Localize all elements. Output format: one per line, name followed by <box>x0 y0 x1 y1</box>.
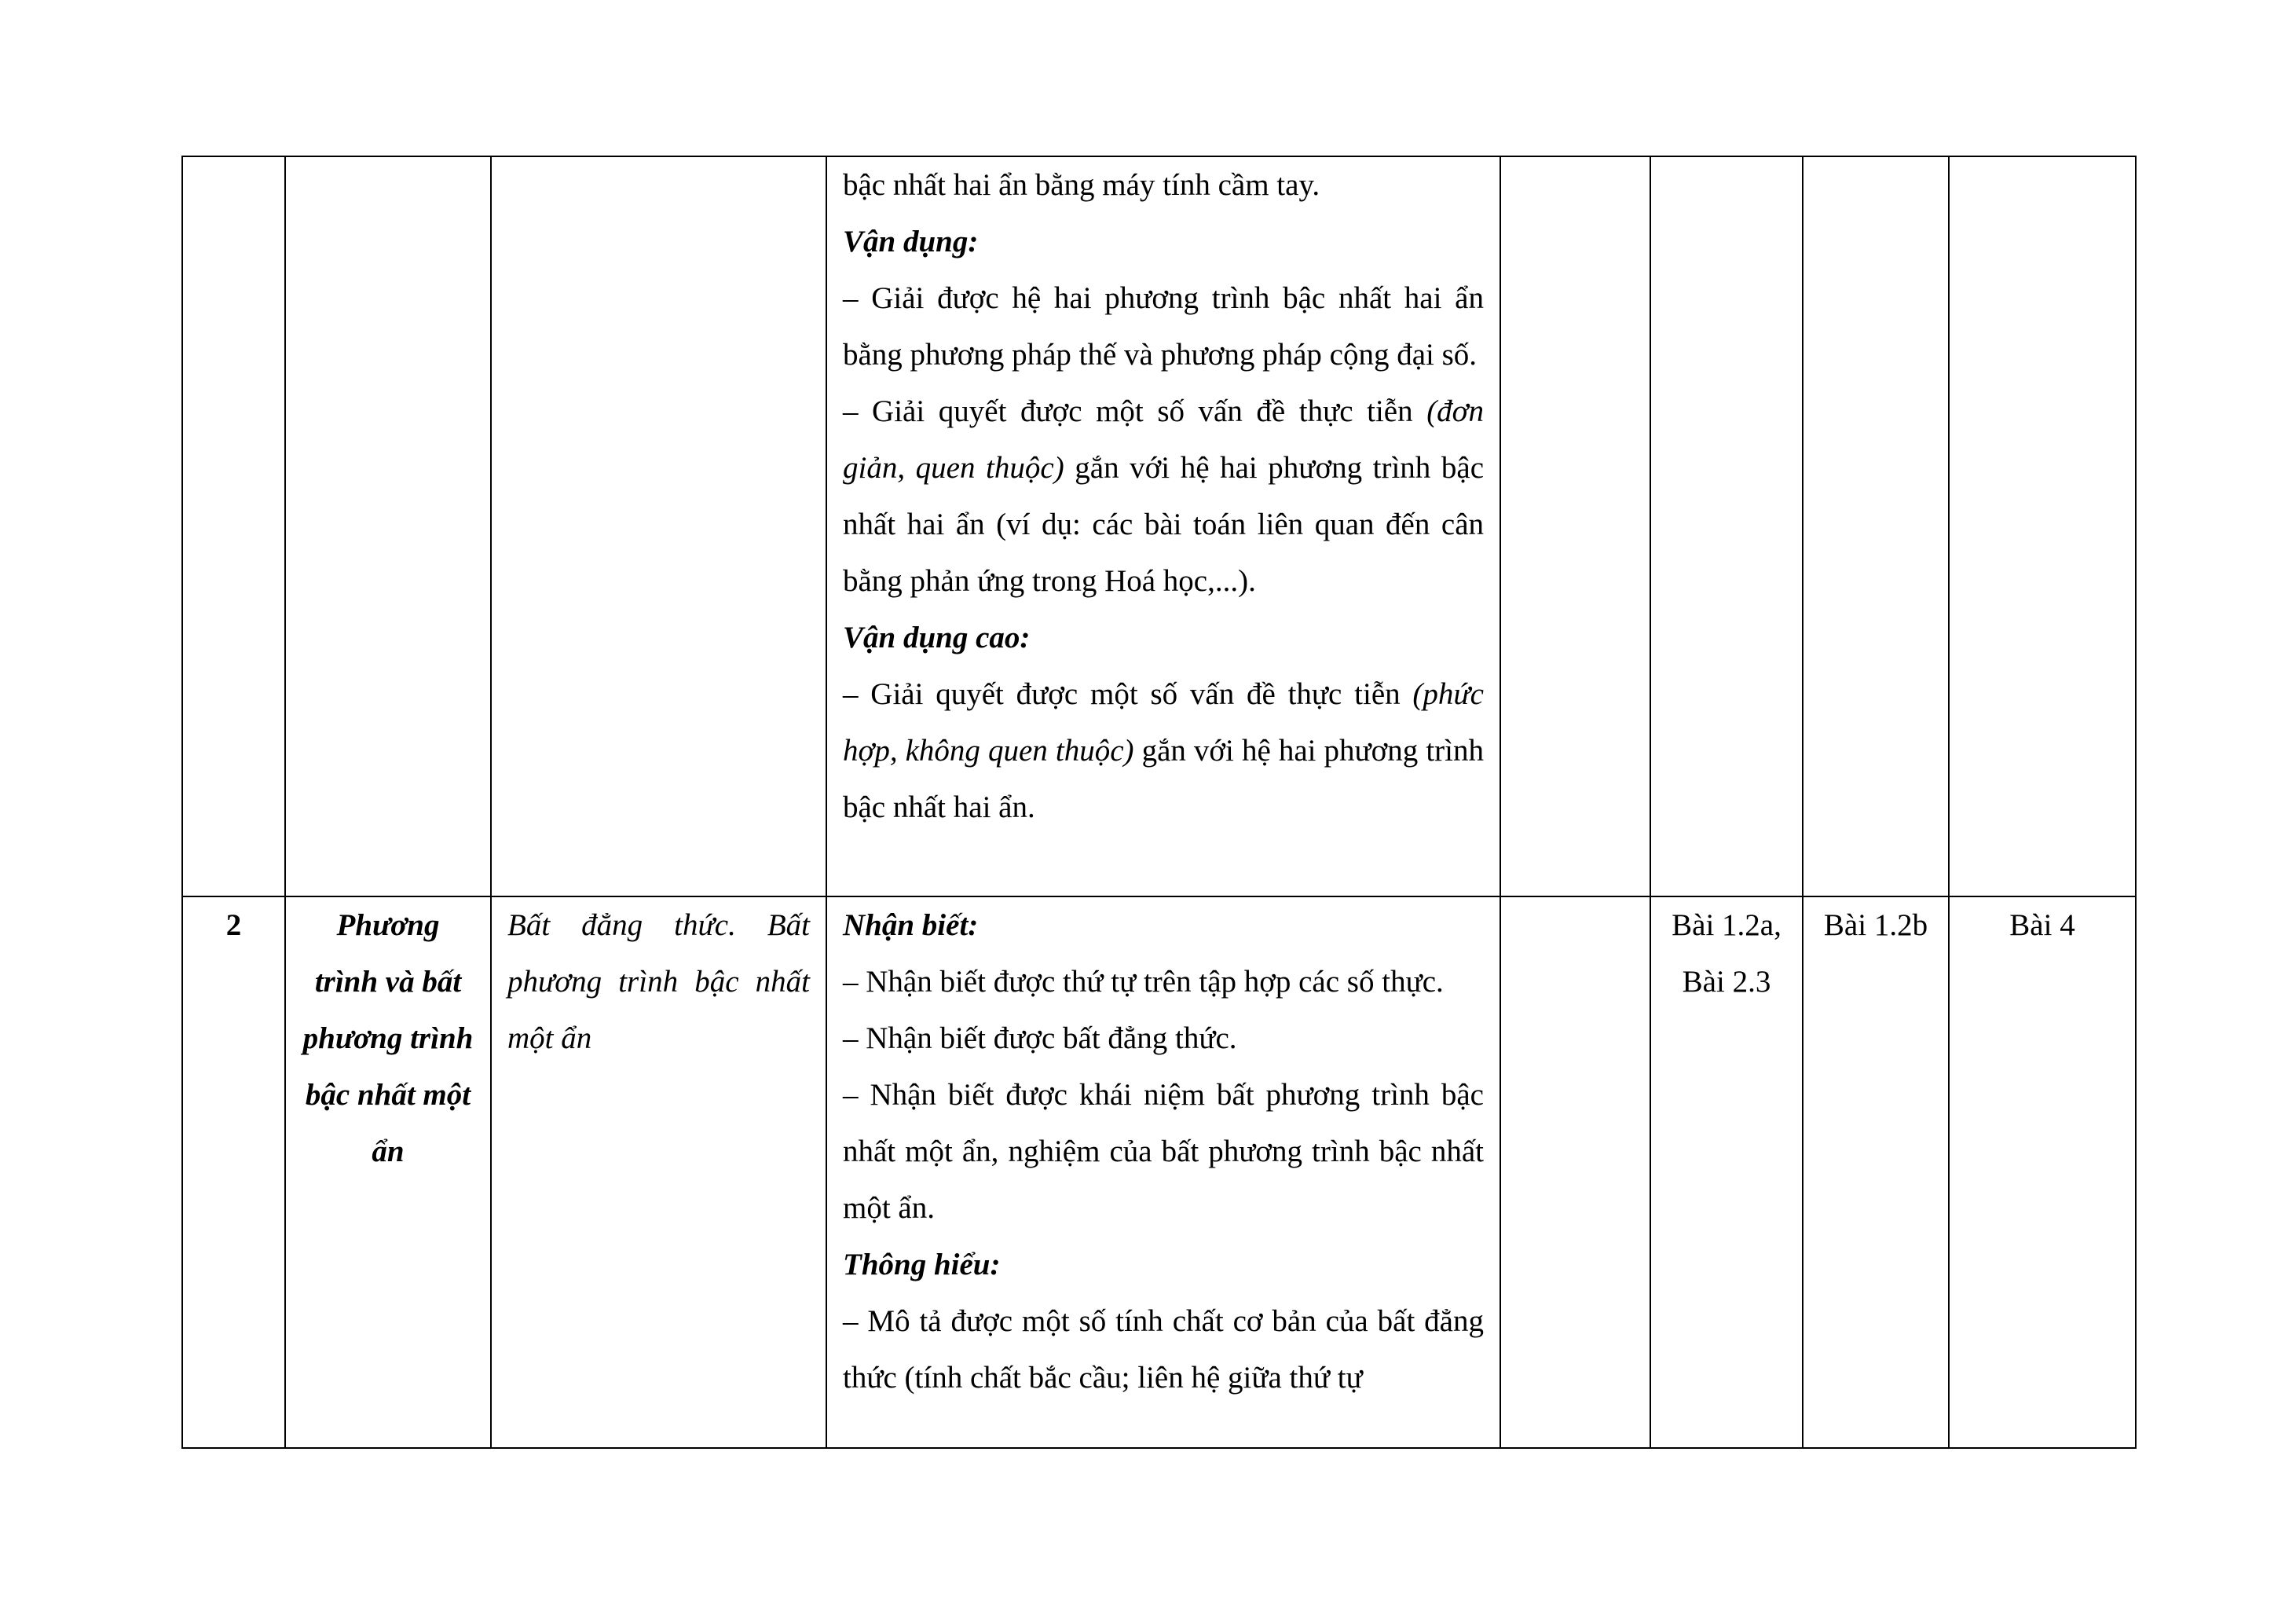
assessment-matrix-table <box>181 156 2137 1449</box>
level-label-nhan-biet: Nhận biết: <box>843 908 979 942</box>
table-row <box>182 156 2136 896</box>
cell-number <box>182 156 285 896</box>
level-label-thong-hieu: Thông hiểu: <box>843 1248 1001 1281</box>
requirement-item: – Nhận biết được khái niệm bất phương trình bậc nhất một ẩn, nghiệm của bất phương trình bậc nhất một ẩn. <box>843 1078 1484 1225</box>
cell-questions-application <box>1949 156 2136 896</box>
question-ref: Bài 4 <box>2009 908 2075 942</box>
cell-questions-comprehension <box>1803 896 1949 1448</box>
cell-question-count <box>1500 156 1650 896</box>
requirement-item: – Giải quyết được một số vấn đề thực tiễn (đơn giản, quen thuộc) gắn với hệ hai phương trình bậc nhất hai ẩn (ví dụ: các bài toán liên quan đến cân bằng phản ứng trong Hoá học,...). <box>843 394 1484 598</box>
cell-content-unit <box>491 156 826 896</box>
question-ref: Bài 1.2a, <box>1672 908 1782 942</box>
continued-text: bậc nhất hai ẩn bằng máy tính cầm tay. <box>843 168 1320 202</box>
cell-questions-recognition <box>1650 156 1803 896</box>
cell-questions-comprehension <box>1803 156 1949 896</box>
cell-number: 2 <box>182 896 285 1448</box>
requirement-item: – Nhận biết được bất đẳng thức. <box>843 1021 1237 1055</box>
level-label-van-dung: Vận dụng: <box>843 225 979 258</box>
cell-questions-application <box>1949 896 2136 1448</box>
cell-questions-recognition <box>1650 896 1803 1448</box>
cell-content-unit: Bất đẳng thức. Bất phương trình bậc nhất một ẩn <box>491 896 826 1448</box>
cell-requirements <box>826 156 1500 896</box>
cell-topic: Phương trình và bất phương trình bậc nhất một ẩn <box>285 896 491 1448</box>
cell-requirements <box>826 896 1500 1448</box>
table-row <box>182 896 2136 1448</box>
question-ref: Bài 2.3 <box>1682 965 1771 999</box>
requirement-item: – Mô tả được một số tính chất cơ bản của bất đẳng thức (tính chất bắc cầu; liên hệ giữa thứ tự <box>843 1304 1484 1395</box>
requirement-item: – Nhận biết được thứ tự trên tập hợp các số thực. <box>843 965 1444 999</box>
requirement-item: – Giải quyết được một số vấn đề thực tiễn (phức hợp, không quen thuộc) gắn với hệ hai phương trình bậc nhất hai ẩn. <box>843 677 1484 824</box>
cell-topic <box>285 156 491 896</box>
question-ref: Bài 1.2b <box>1823 908 1928 942</box>
requirement-item: – Giải được hệ hai phương trình bậc nhất hai ẩn bằng phương pháp thế và phương pháp cộng đại số. <box>843 281 1484 372</box>
cell-question-count <box>1500 896 1650 1448</box>
level-label-van-dung-cao: Vận dụng cao: <box>843 621 1031 654</box>
